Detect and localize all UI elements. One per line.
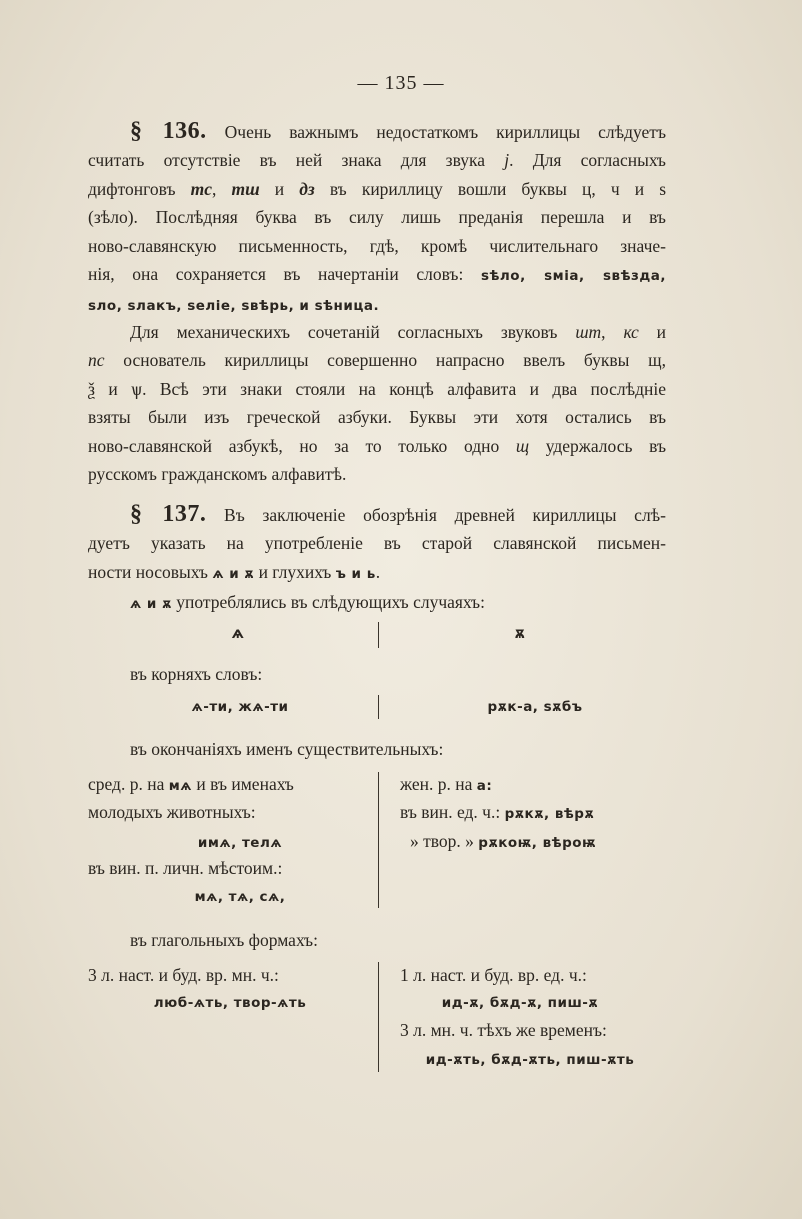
nouns-right-line: въ вин. ед. ч.: рѫкѫ, вѣрѫ (400, 802, 595, 822)
verbs-right-example: ид-ѫть, бѫд-ѫть, пиш-ѫть (425, 1052, 635, 1068)
paragraph-line: (зѣло). Послѣдняя буква въ силу лишь преданія перешла и въ (88, 207, 666, 228)
verbs-right-line: 3 л. мн. ч. тѣхъ же временъ: (400, 1020, 607, 1040)
verbs-left-example: люб-ѧть, твор-ѧть (153, 995, 307, 1011)
roots-left-example: ѧ-ти, жѧ-ти (191, 699, 289, 715)
paragraph-line: ѧ и ѫ употреблялись въ слѣдующихъ случаяхъ: (130, 592, 485, 613)
nouns-right-line: жен. р. на а: (400, 774, 493, 794)
paragraph-line: считать отсутствіе въ ней знака для звука j. Для согласныхъ (88, 150, 666, 171)
column-divider (378, 962, 379, 1072)
paragraph-line: sло, sлакъ, sеліе, sвѣрь, и sѣница. (88, 298, 380, 315)
paragraph-line: ѯ и ѱ. Всѣ эти знаки стояли на концѣ алфавита и два послѣдніе (88, 378, 666, 399)
column-divider (378, 695, 379, 719)
section-136-paragraph-2 (88, 318, 666, 488)
nouns-left-line: молодыхъ животныхъ: (88, 802, 256, 822)
paragraph-line: Для механическихъ сочетаній согласныхъ звуковъ шт, кс и (130, 322, 666, 342)
section-137 (88, 500, 666, 619)
paragraph-line: дифтонговъ тс, тш и дз въ кириллицу вошли буквы ц, ч и s (88, 178, 666, 199)
column-divider (378, 622, 379, 648)
table-header-right: ѫ (514, 624, 526, 642)
nouns-left-line: въ вин. п. личн. мѣстоим.: (88, 858, 283, 878)
nouns-left-example: имѧ, телѧ (197, 835, 283, 851)
nouns-label: въ окончаніяхъ именъ существительныхъ: (130, 739, 444, 759)
paragraph-line: ности носовыхъ ѧ и ѫ и глухихъ ъ и ь. (88, 561, 381, 582)
section-sign: § 137. (130, 501, 207, 527)
table-header-left: ѧ (231, 624, 245, 642)
roots-right-example: рѫк-а, ѕѫбъ (487, 699, 583, 715)
paragraph-line: ново-славянской азбукѣ, но за то только одно щ удержалось въ (88, 435, 666, 456)
paragraph-line: взяты были изъ греческой азбуки. Буквы эти хотя остались въ (88, 407, 666, 428)
paragraph-line: § 137. Въ заключеніе обозрѣнія древней кириллицы слѣ- (130, 501, 667, 527)
verbs-right-example: ид-ѫ, бѫд-ѫ, пиш-ѫ (441, 995, 599, 1011)
paragraph-line: § 136. Очень важнымъ недостаткомъ кириллицы слѣдуетъ (130, 118, 666, 144)
verbs-left-line: 3 л. наст. и буд. вр. мн. ч.: (88, 965, 279, 985)
section-136 (88, 117, 666, 321)
verbs-label: въ глагольныхъ формахъ: (130, 930, 318, 950)
column-divider (378, 772, 379, 908)
roots-label: въ корняхъ словъ: (130, 664, 263, 684)
nouns-right-line: » твор. » рѫкоѭ, вѣроѭ (410, 831, 597, 851)
paragraph-line: пс основатель кириллицы совершенно напрасно ввелъ буквы щ, (88, 350, 666, 371)
verbs-right-line: 1 л. наст. и буд. вр. ед. ч.: (400, 965, 587, 985)
paragraph-line: нія, она сохраняется въ начертаніи словъ: sѣло, sміа, sвѣзда, (88, 264, 666, 285)
paragraph-line: русскомъ гражданскомъ алфавитѣ. (88, 464, 347, 485)
nouns-left-example: мѧ, тѧ, сѧ, (194, 889, 286, 905)
paragraph-line: дуетъ указать на употребленіе въ старой славянской письмен- (88, 533, 666, 554)
nouns-left-line: сред. р. на мѧ и въ именахъ (88, 774, 294, 794)
section-sign: § 136. (130, 118, 207, 144)
paragraph-line: ново-славянскую письменность, гдѣ, кромѣ числительнаго значе- (88, 235, 666, 256)
page-number: — 135 — (357, 72, 445, 94)
